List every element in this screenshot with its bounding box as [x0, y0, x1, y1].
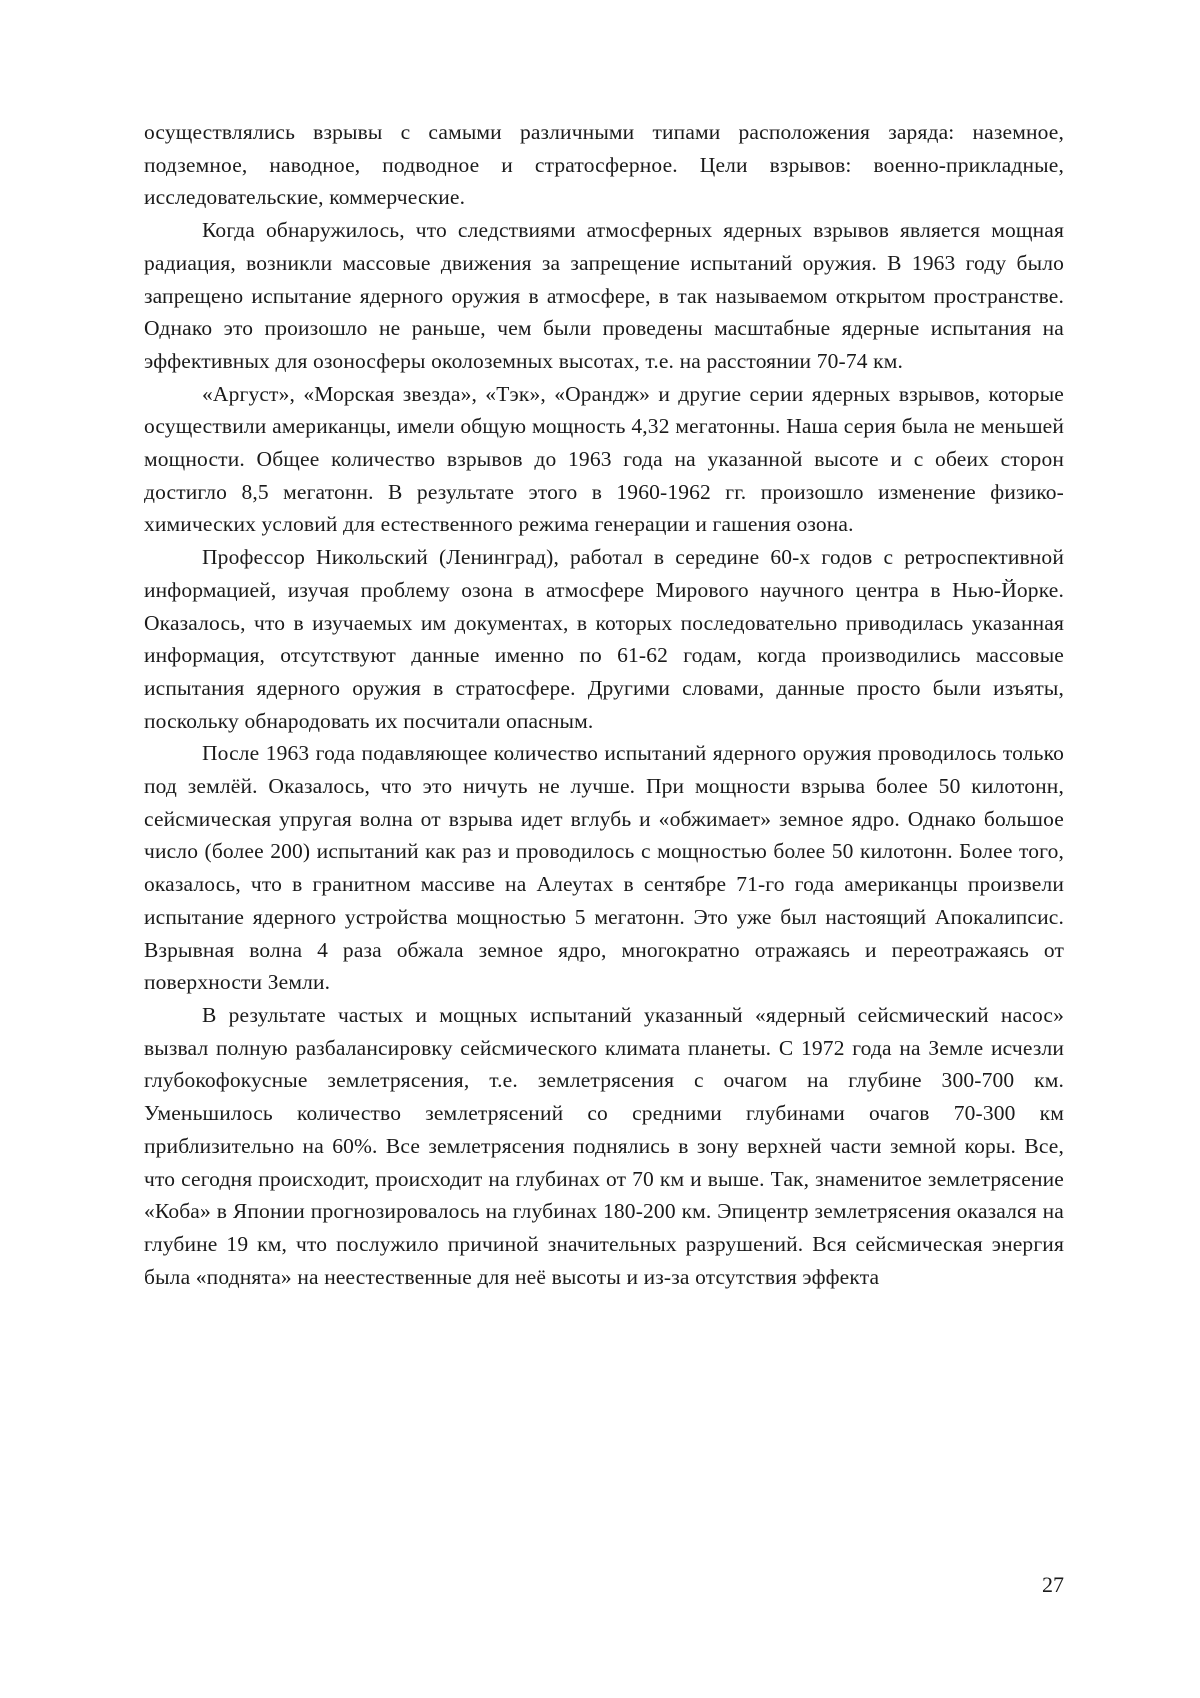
page-number: 27	[1042, 1572, 1064, 1597]
paragraph-atmospheric-tests: Когда обнаружилось, что следствиями атмосферных ядерных взрывов является мощная радиация, возникли массовые движения за запрещение испытаний оружия. В 1963 году было запрещено испытание ядерного оружия в атмосфере, в так называемом открытом пространстве. Однако это произошло не раньше, чем были проведены масштабные ядерные испытания на эффективных для озоносферы околоземных высотах, т.е. на расстоянии 70-74 км.	[144, 218, 1064, 373]
paragraph-test-series: «Аргуст», «Морская звезда», «Тэк», «Орандж» и другие серии ядерных взрывов, которые осуществили американцы, имели общую мощность 4,32 мегатонны. Наша серия была не меньшей мощности. Общее количество взрывов до 1963 года на указанной высоте и с обеих сторон достигло 8,5 мегатонн. В результате этого в 1960-1962 гг. произошло изменение физико-химических условий для естественного режима генерации и гашения озона.	[144, 381, 1064, 537]
paragraph-nikolsky: Профессор Никольский (Ленинград), работал в середине 60-х годов с ретроспективной информацией, изучая проблему озона в атмосфере Мирового научного центра в Нью-Йорке. Оказалось, что в изучаемых им документах, в которых последовательно приводилась указанная информация, отсутствуют данные именно по 61-62 годам, когда производились массовые испытания ядерного оружия в стратосфере. Другими словами, данные просто были изъяты, поскольку обнародовать их посчитали опасным.	[144, 545, 1064, 733]
body-text	[144, 116, 1064, 1293]
paragraph-continuation: осуществлялись взрывы с самыми различными типами расположения заряда: наземное, подземное, наводное, подводное и стратосферное. Цели взрывов: военно-прикладные, исследовательские, коммерческие.	[144, 120, 1064, 210]
paragraph-seismic-pump: В результате частых и мощных испытаний указанный «ядерный сейсмический насос» вызвал полную разбалансировку сейсмического климата планеты. С 1972 года на Земле исчезли глубокофокусные землетрясения, т.е. землетрясения с очагом на глубине 300-700 км. Уменьшилось количество землетрясений со средними глубинами очагов 70-300 км приблизительно на 60%. Все землетрясения поднялись в зону верхней части земной коры. Все, что сегодня происходит, происходит на глубинах от 70 км и выше. Так, знаменитое землетрясение «Коба» в Японии прогнозировалось на глубинах 180-200 км. Эпицентр землетрясения оказался на глубине 19 км, что послужило причиной значительных разрушений. Вся сейсмическая энергия была «поднята» на неестественные для неё высоты и из-за отсутствия эффекта	[144, 1002, 1064, 1289]
paragraph-underground-tests: После 1963 года подавляющее количество испытаний ядерного оружия проводилось только под землёй. Оказалось, что это ничуть не лучше. При мощности взрыва более 50 килотонн, сейсмическая упругая волна от взрыва идет вглубь и «обжимает» земное ядро. Однако большое число (более 200) испытаний как раз и проводилось с мощностью более 50 килотонн. Более того, оказалось, что в гранитном массиве на Алеутах в сентябре 71-го года американцы произвели испытание ядерного устройства мощностью 5 мегатонн. Это уже был настоящий Апокалипсис. Взрывная волна 4 раза обжала земное ядро, многократно отражаясь и переотражаясь от поверхности Земли.	[144, 741, 1064, 995]
